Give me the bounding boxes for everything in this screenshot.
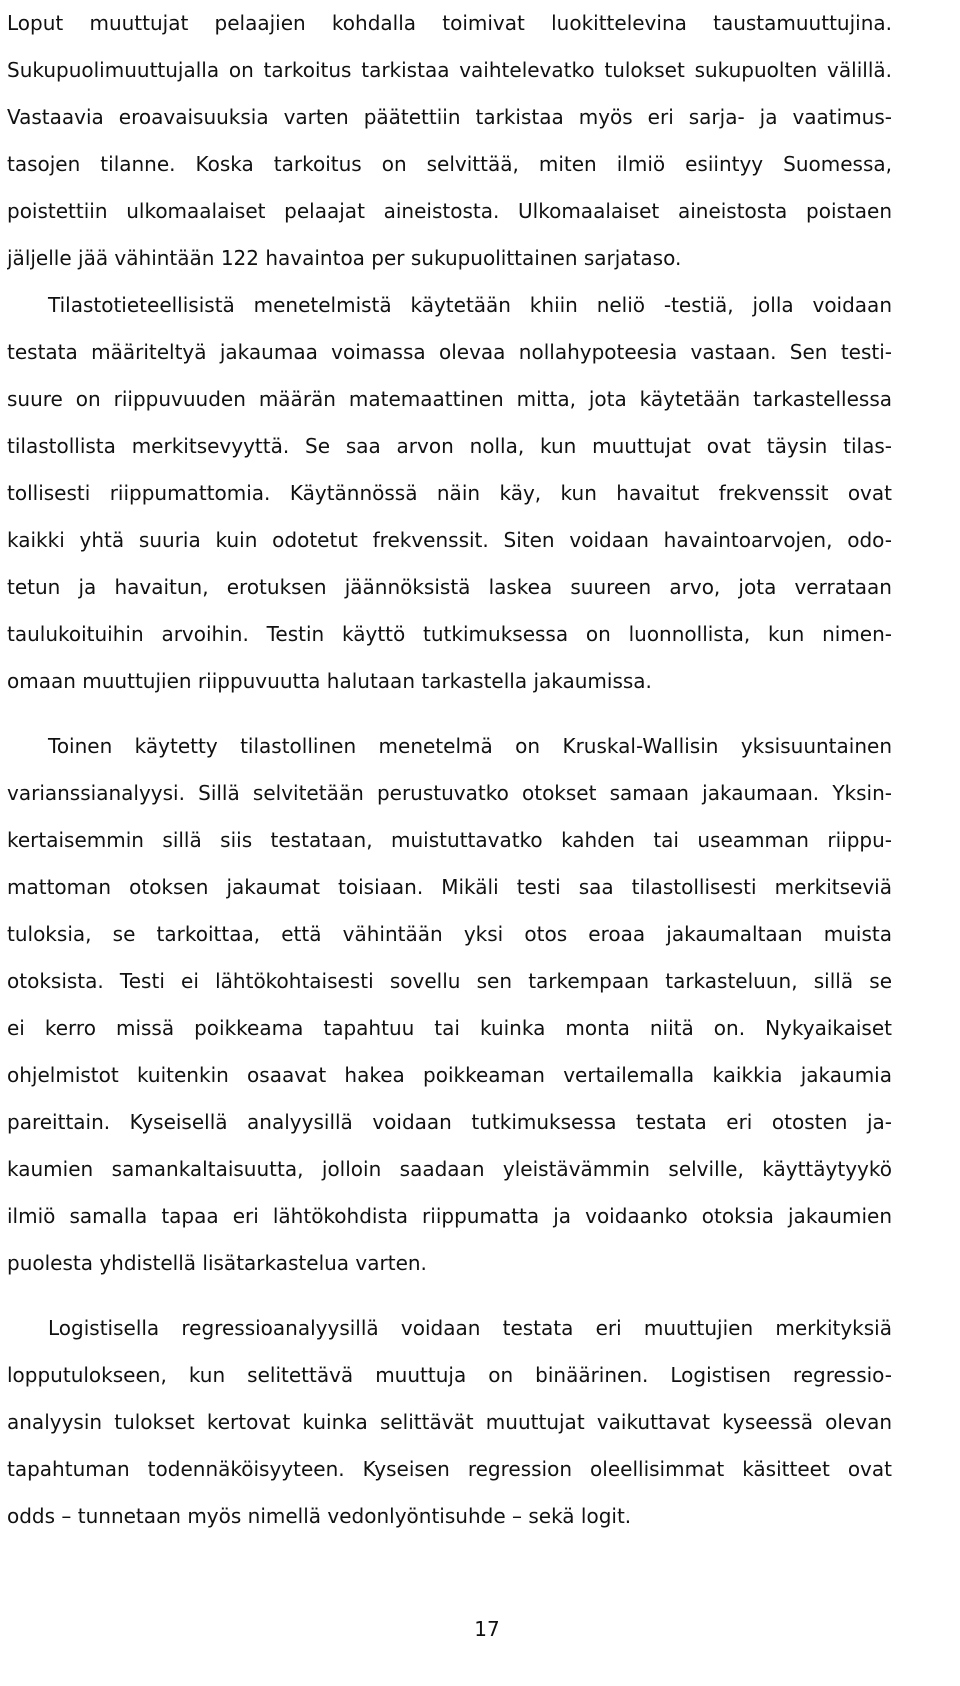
text-line: ohjelmistot kuitenkin osaavat hakea poikkeaman vertailemalla kaikkia jakaumia xyxy=(7,1063,892,1087)
text-line: Sukupuolimuuttujalla on tarkoitus tarkistaa vaihtelevatko tulokset sukupuolten välillä. xyxy=(7,58,892,82)
text-line: Tilastotieteellisistä menetelmistä käytetään khiin neliö -testiä, jolla voidaan xyxy=(48,293,892,317)
paragraph-4 xyxy=(7,1305,892,1540)
text-line: kaumien samankaltaisuutta, jolloin saadaan yleistävämmin selville, käyttäytyykö xyxy=(7,1157,892,1181)
text-line: Vastaavia eroavaisuuksia varten päätettiin tarkistaa myös eri sarja- ja vaatimus- xyxy=(7,105,892,129)
text-line: puolesta yhdistellä lisätarkastelua varten. xyxy=(7,1251,427,1275)
text-line: tollisesti riippumattomia. Käytännössä näin käy, kun havaitut frekvenssit ovat xyxy=(7,481,892,505)
text-line: tasojen tilanne. Koska tarkoitus on selvittää, miten ilmiö esiintyy Suomessa, xyxy=(7,152,892,176)
text-line: pareittain. Kyseisellä analyysillä voidaan tutkimuksessa testata eri otosten ja- xyxy=(7,1110,892,1134)
text-line: omaan muuttujien riippuvuutta halutaan tarkastella jakaumissa. xyxy=(7,669,652,693)
text-line: Toinen käytetty tilastollinen menetelmä on Kruskal-Wallisin yksisuuntainen xyxy=(48,734,892,758)
text-line: otoksista. Testi ei lähtökohtaisesti sovellu sen tarkempaan tarkasteluun, sillä se xyxy=(7,969,892,993)
text-line: kertaisemmin sillä siis testataan, muistuttavatko kahden tai useamman riippu- xyxy=(7,828,892,852)
text-line: tuloksia, se tarkoittaa, että vähintään yksi otos eroaa jakaumaltaan muista xyxy=(7,922,892,946)
text-line: Logistisella regressioanalyysillä voidaan testata eri muuttujien merkityksiä xyxy=(48,1316,892,1340)
paragraph-2 xyxy=(7,282,892,705)
paragraph-3 xyxy=(7,723,892,1287)
paragraph-gap xyxy=(7,1287,892,1305)
text-line: kaikki yhtä suuria kuin odotetut frekvenssit. Siten voidaan havaintoarvojen, odo- xyxy=(7,528,892,552)
paragraph-1 xyxy=(7,0,892,282)
paragraph-gap xyxy=(7,705,892,723)
text-line: jäljelle jää vähintään 122 havaintoa per sukupuolittainen sarjataso. xyxy=(7,246,682,270)
text-line: taulukoituihin arvoihin. Testin käyttö tutkimuksessa on luonnollista, kun nimen- xyxy=(7,622,892,646)
text-line: ilmiö samalla tapaa eri lähtökohdista riippumatta ja voidaanko otoksia jakaumien xyxy=(7,1204,892,1228)
text-line: testata määriteltyä jakaumaa voimassa olevaa nollahypoteesia vastaan. Sen testi- xyxy=(7,340,892,364)
text-line: tapahtuman todennäköisyyteen. Kyseisen regression oleellisimmat käsitteet ovat xyxy=(7,1457,892,1481)
page-number: 17 xyxy=(474,1617,500,1641)
text-line: suure on riippuvuuden määrän matemaattinen mitta, jota käytetään tarkastellessa xyxy=(7,387,892,411)
text-line: poistettiin ulkomaalaiset pelaajat aineistosta. Ulkomaalaiset aineistosta poistaen xyxy=(7,199,892,223)
text-line: tetun ja havaitun, erotuksen jäännöksistä laskea suureen arvo, jota verrataan xyxy=(7,575,892,599)
text-line: ei kerro missä poikkeama tapahtuu tai kuinka monta niitä on. Nykyaikaiset xyxy=(7,1016,892,1040)
document-body xyxy=(7,0,892,1540)
text-line: odds – tunnetaan myös nimellä vedonlyöntisuhde – sekä logit. xyxy=(7,1504,632,1528)
text-line: mattoman otoksen jakaumat toisiaan. Mikäli testi saa tilastollisesti merkitseviä xyxy=(7,875,892,899)
text-line: analyysin tulokset kertovat kuinka selittävät muuttujat vaikuttavat kyseessä olevan xyxy=(7,1410,892,1434)
text-line: Loput muuttujat pelaajien kohdalla toimivat luokittelevina taustamuuttujina. xyxy=(7,11,892,35)
text-line: lopputulokseen, kun selitettävä muuttuja on binäärinen. Logistisen regressio- xyxy=(7,1363,892,1387)
text-line: tilastollista merkitsevyyttä. Se saa arvon nolla, kun muuttujat ovat täysin tilas- xyxy=(7,434,892,458)
text-line: varianssianalyysi. Sillä selvitetään perustuvatko otokset samaan jakaumaan. Yksin- xyxy=(7,781,892,805)
